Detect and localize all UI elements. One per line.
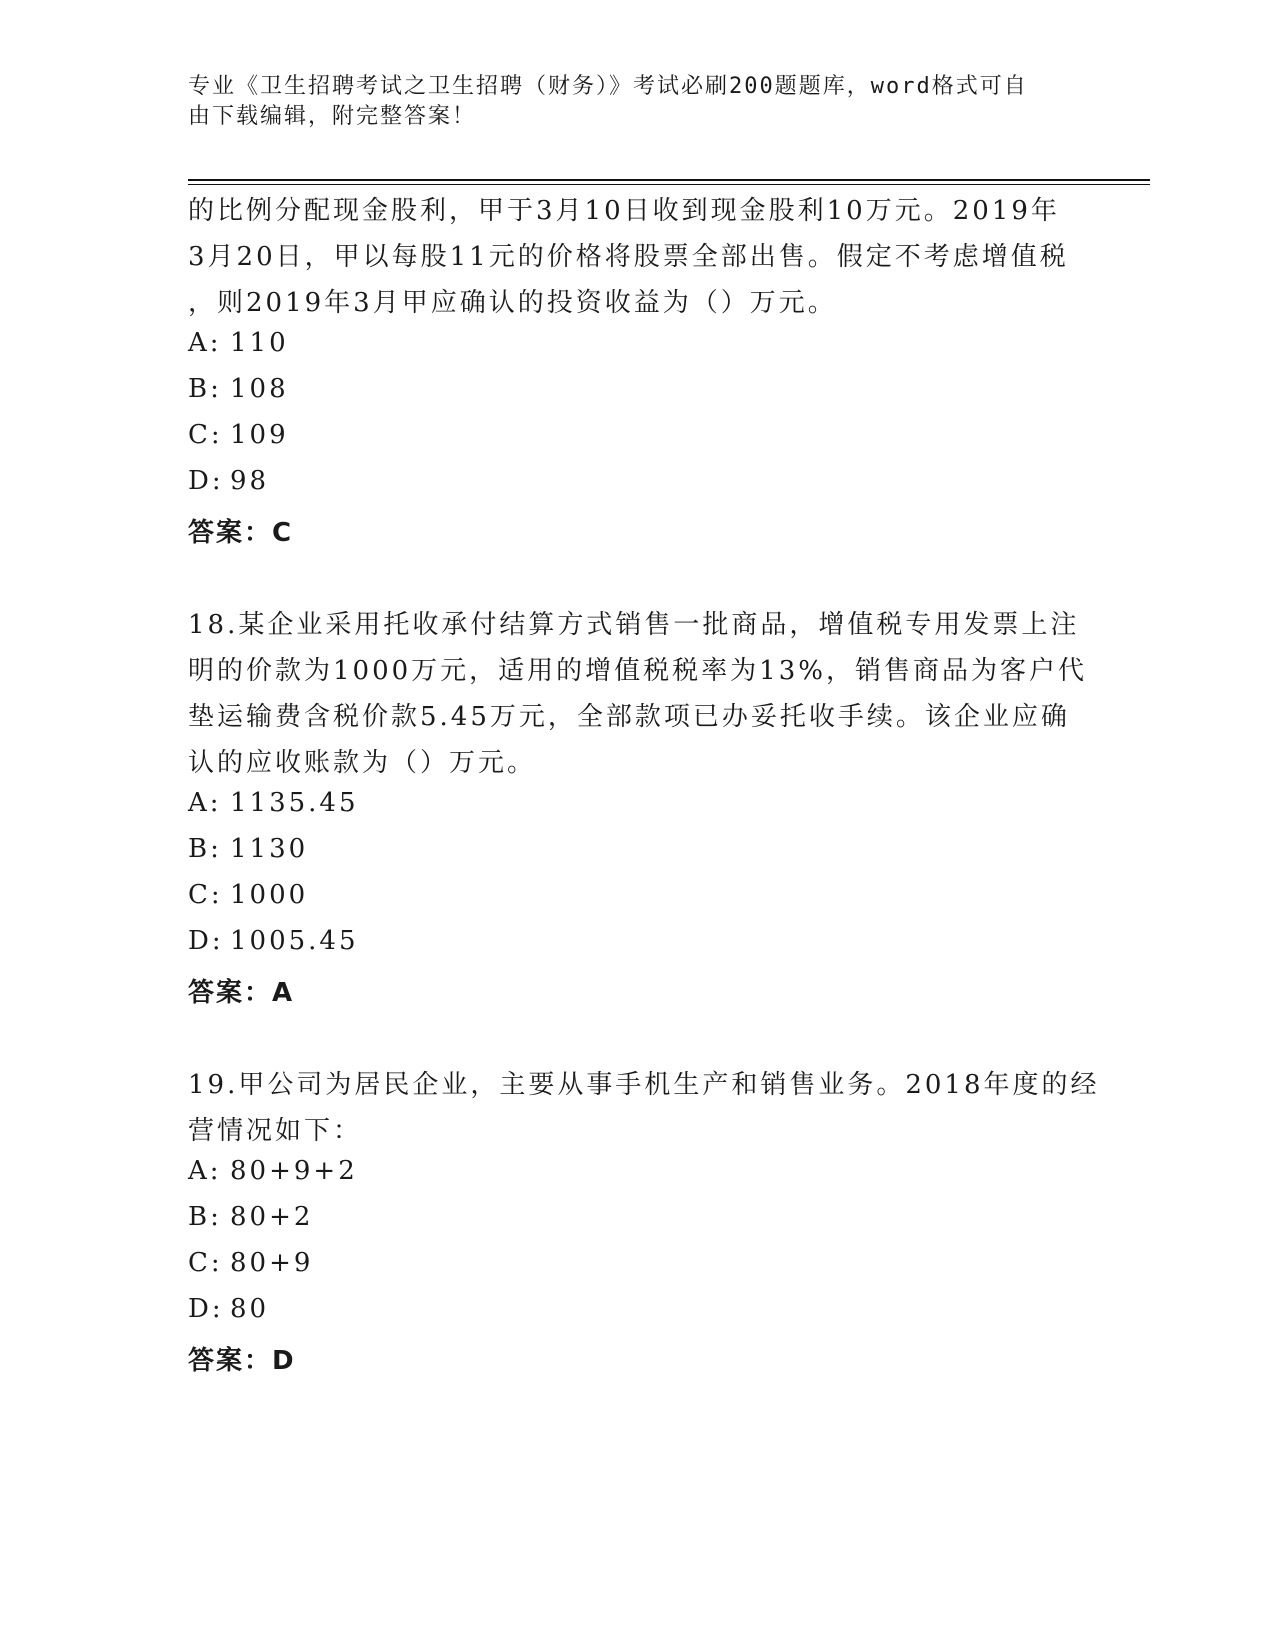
option-text: 98 (230, 466, 270, 496)
question-18-stem-line-2: 明的价款为1000万元，适用的增值税税率为13%，销售商品为客户代 (188, 656, 1087, 686)
question-18-option-c (188, 880, 308, 910)
question-17-stem-line-1: 的比例分配现金股利，甲于3月10日收到现金股利10万元。2019年 (188, 196, 1060, 226)
question-19-option-a (188, 1156, 358, 1186)
question-18-stem-line-1: 18.某企业采用托收承付结算方式销售一批商品，增值税专用发票上注 (188, 610, 1080, 640)
option-text: 1130 (230, 834, 309, 864)
question-19-answer: 答案：D (188, 1346, 296, 1376)
option-text: 109 (230, 420, 289, 450)
question-19-stem-line-1: 19.甲公司为居民企业，主要从事手机生产和销售业务。2018年度的经 (188, 1070, 1100, 1100)
question-17-option-a (188, 328, 289, 358)
option-label: B: (188, 1202, 222, 1232)
option-label: A: (188, 328, 222, 358)
question-19-option-d (188, 1294, 269, 1324)
option-label: D: (188, 1294, 224, 1324)
question-19-stem-line-2: 营情况如下： (188, 1116, 363, 1146)
question-19-option-c (188, 1248, 313, 1278)
option-label: C: (188, 420, 223, 450)
question-17-option-c (188, 420, 289, 450)
header-line-1: 专业《卫生招聘考试之卫生招聘（财务）》考试必刷200题题库，word格式可自 (188, 74, 1028, 99)
option-text: 80+9+2 (230, 1156, 358, 1186)
option-label: C: (188, 1248, 223, 1278)
option-label: C: (188, 880, 223, 910)
option-label: D: (188, 466, 224, 496)
header-divider-thick (188, 179, 1150, 181)
option-label: B: (188, 374, 222, 404)
option-text: 80+9 (230, 1248, 314, 1278)
option-text: 1135.45 (230, 788, 359, 818)
question-18-option-d (188, 926, 359, 956)
option-text: 80+2 (230, 1202, 314, 1232)
option-text: 108 (230, 374, 289, 404)
option-label: A: (188, 788, 222, 818)
question-17-answer: 答案：C (188, 518, 294, 548)
option-label: D: (188, 926, 224, 956)
option-label: B: (188, 834, 222, 864)
option-text: 110 (230, 328, 289, 358)
question-17-stem-line-2: 3月20日，甲以每股11元的价格将股票全部出售。假定不考虑增值税 (188, 242, 1069, 272)
question-18-answer: 答案：A (188, 978, 295, 1008)
question-17-stem-line-3: ，则2019年3月甲应确认的投资收益为（）万元。 (188, 288, 837, 318)
question-18-stem-line-3: 垫运输费含税价款5.45万元，全部款项已办妥托收手续。该企业应确 (188, 702, 1070, 732)
question-19-option-b (188, 1202, 313, 1232)
question-18-option-a (188, 788, 359, 818)
option-text: 80 (230, 1294, 270, 1324)
document-header (188, 72, 1088, 132)
question-17-option-d (188, 466, 269, 496)
option-label: A: (188, 1156, 222, 1186)
option-text: 1005.45 (230, 926, 359, 956)
option-text: 1000 (230, 880, 309, 910)
header-line-2: 由下载编辑，附完整答案！ (188, 104, 477, 129)
header-divider-thin (188, 184, 1150, 185)
question-17-option-b (188, 374, 289, 404)
question-18-option-b (188, 834, 308, 864)
question-18-stem-line-4: 认的应收账款为（）万元。 (188, 748, 537, 778)
